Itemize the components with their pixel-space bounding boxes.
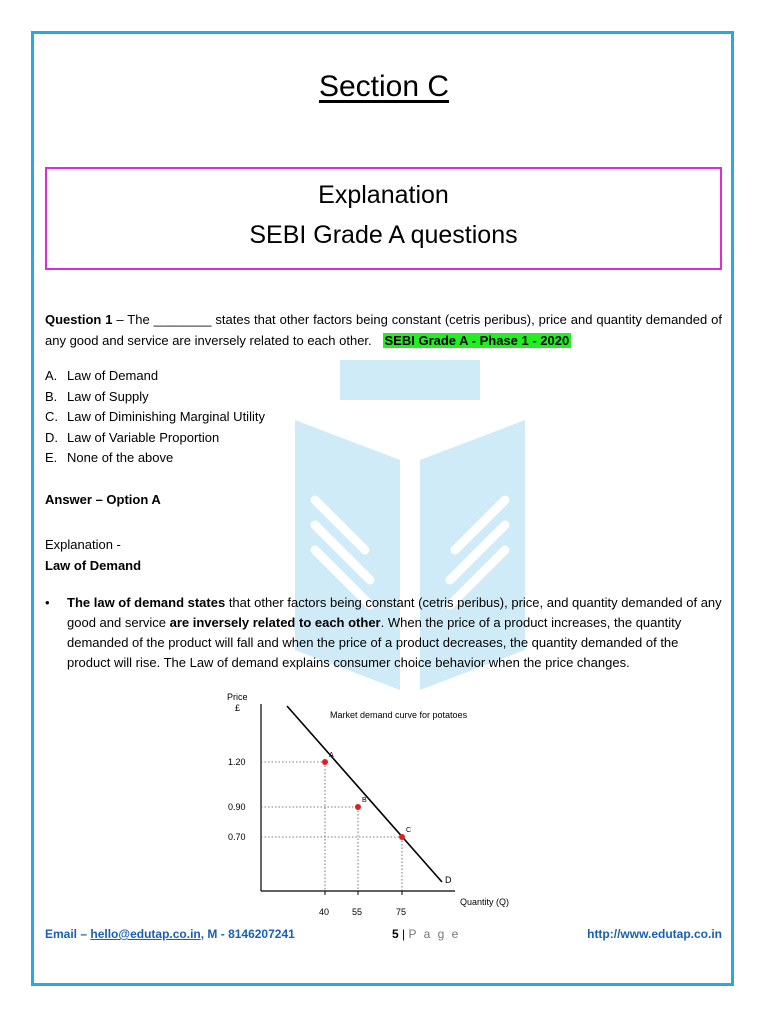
exam-tag: SEBI Grade A - Phase 1 - 2020 (384, 333, 570, 348)
box-subtitle: SEBI Grade A questions (249, 221, 518, 249)
explanation-label: Explanation - (45, 537, 121, 552)
point-label-c: C (406, 827, 412, 834)
chart-title: Market demand curve for potatoes (330, 710, 468, 720)
y-axis-unit: £ (235, 703, 241, 713)
option-c: C. Law of Diminishing Marginal Utility (45, 409, 265, 424)
footer-page-number: 5 | P a g e (392, 927, 461, 941)
option-d: D. Law of Variable Proportion (45, 429, 220, 445)
answer-line: Answer – Option A (45, 492, 161, 507)
point-label-b: B (362, 797, 367, 804)
point-c (399, 834, 405, 840)
explanation-paragraph: The law of demand states that other factors being constant (cetris peribus), price, and quantity demanded of any good and service are inversely related to each other. When the price of a product increases, the quantity demanded of the product will fall and when the price of a product decreases, the quantity demanded of the product will rise. The Law of demand explains consumer choice behavior when the price changes. (67, 595, 722, 670)
options-list (45, 366, 265, 469)
question-body: – The ________ states that other factors being constant (cetris peribus), price and quantity demanded of any good and service are inversely related to each other. (45, 312, 722, 348)
option-b: B. Law of Supply (45, 388, 149, 404)
point-label-a: A (329, 752, 334, 759)
y-tick-label-2: 0.70 (228, 832, 246, 842)
section-title: Section C (318, 70, 450, 103)
series-label-d: D (445, 875, 452, 885)
demand-curve-chart (215, 686, 545, 916)
law-title: Law of Demand (45, 558, 142, 573)
email-link[interactable]: hello@edutap.co.in (90, 927, 201, 941)
chart-svg (215, 686, 545, 916)
x-axis-label: Quantity (Q) (460, 897, 510, 907)
footer-contact: Email – hello@edutap.co.in, M - 8146207241 (45, 927, 295, 941)
y-tick-label-1: 0.90 (228, 802, 246, 812)
bullet-icon: • (45, 595, 50, 610)
x-tick-label-2: 75 (396, 907, 407, 916)
question-text (45, 309, 722, 351)
explanation-header-box (45, 167, 722, 270)
point-a (322, 759, 328, 765)
option-e: E. None of the above (45, 450, 174, 465)
question-label: Question 1 (45, 312, 113, 327)
box-title: Explanation (318, 181, 449, 209)
point-b (355, 804, 361, 810)
website-link[interactable]: http://www.edutap.co.in (587, 927, 722, 941)
x-tick-label-1: 55 (352, 907, 363, 916)
x-tick-label-0: 40 (319, 907, 330, 916)
y-axis-label: Price (227, 692, 248, 702)
y-tick-label-0: 1.20 (228, 757, 246, 767)
option-a: A. Law of Demand (45, 368, 159, 383)
demand-curve-line (287, 706, 442, 882)
